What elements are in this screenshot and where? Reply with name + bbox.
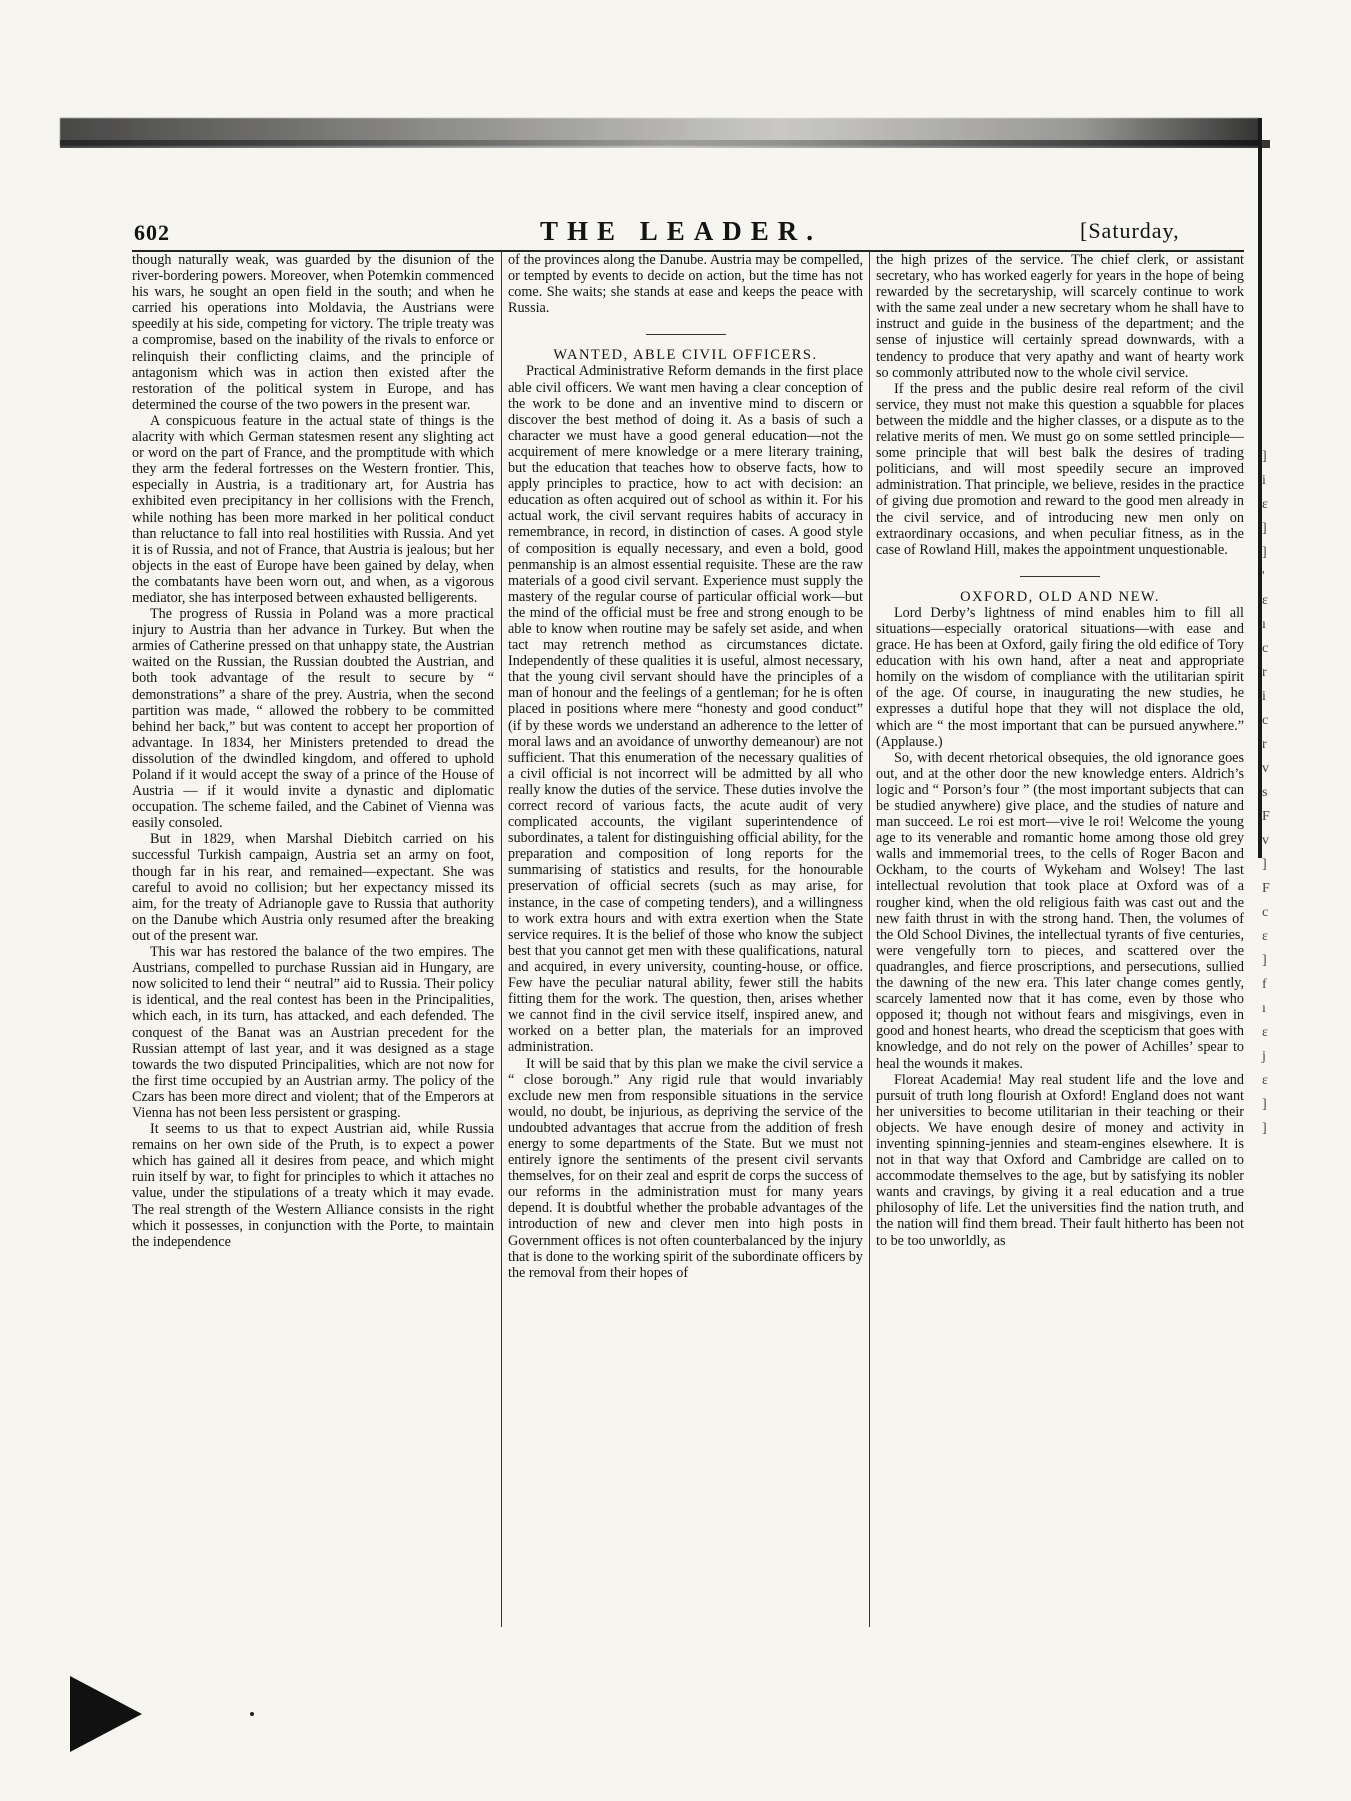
section-separator	[1020, 576, 1100, 577]
margin-fragment: ε	[1262, 1073, 1268, 1088]
page-number: 602	[134, 220, 170, 245]
margin-fragment: s	[1262, 785, 1268, 800]
article-heading: WANTED, ABLE CIVIL OFFICERS.	[553, 347, 818, 364]
section-separator	[646, 334, 726, 335]
margin-fragment: ]	[1262, 521, 1267, 536]
margin-fragment: ε	[1262, 929, 1268, 944]
paragraph: But in 1829, when Marshal Diebitch carried on his successful Turkish campaign, Austria set an army on foot, though far in his rear, and remained—expectant. She was careful to avoid no collision; but her expectancy missed its aim, for the treaty of Adrianople gave to Russia that authority on the Danube which Austria only resumed after the breaking out of the present war.	[132, 831, 494, 944]
scan-dot	[250, 1712, 254, 1716]
margin-fragment: ]	[1262, 953, 1267, 968]
column-2	[508, 252, 863, 1627]
margin-fragment: ε	[1262, 497, 1268, 512]
margin-fragment: F	[1262, 809, 1270, 824]
margin-fragment: c	[1262, 641, 1269, 656]
margin-fragment: i	[1262, 689, 1266, 704]
paragraph: of the provinces along the Danube. Austria may be compelled, or tempted by events to decide on action, but the time has not come. She waits; she stands at ease and keeps the peace with Russia.	[508, 252, 863, 317]
paragraph: It seems to us that to expect Austrian aid, while Russia remains on her own side of the Pruth, is to expect a power which has gained all it desires from peace, and which might ruin itself by war, to fight for principles to which it attaches no value, under the stipulations of a treaty which it may evade. The real strength of the Western Alliance consists in the right which it possesses, in conjunction with the Porte, to maintain the independence	[132, 1121, 494, 1250]
paragraph: Lord Derby’s lightness of mind enables him to fill all situations—especially oratorical situations—with ease and grace. He has been at Oxford, gaily firing the old edifice of Tory education with his own hand, after a neat and appropriate homily on the wisdom of compliance with the utilitarian spirit of the age. Of course, in inaugurating the new studies, he expresses a dutiful hope that they will not displace the old, which are “ the most important that can be pursued anywhere.” (Applause.)	[876, 604, 1244, 750]
margin-fragment: ]	[1262, 449, 1267, 464]
column-rule	[869, 252, 870, 1627]
margin-fragment: c	[1262, 713, 1269, 728]
margin-fragment: ı	[1262, 1001, 1266, 1016]
paragraph: It will be said that by this plan we make the civil service a “ close borough.” Any rigid rule that would invariably exclude new men from responsible situations in the service would, no doubt, be injurious, as depriving the service of the undoubted advantages that accrue from the addition of fresh energy to some departments of the State. But we must not entirely ignore the sentiments of the present civil servants themselves, for on their zeal and esprit de corps the success of our reforms in the administration must for many years depend. It is doubtful whether the probable advantages of the introduction of new and clever men into high posts in Government offices is not often counterbalanced by the injury that is done to the working spirit of the subordinate officers by the removal from their hopes of	[508, 1055, 863, 1281]
scan-smudge-lower	[60, 140, 1270, 148]
paragraph: So, with decent rhetorical obsequies, the old ignorance goes out, and at the other door the new knowledge enters. Aldrich’s logic and “ Porson’s four ” (the most important subjects that can be studied anywhere) give place, and the studies of nature and man succeed. Le roi est mort—vive le roi! Welcome the young age to its venerable and romantic home among those old grey walls and immemorial trees, to the cells of Roger Bacon and Ockham, to the courts of Wykeham and Wolsey! The last intellectual revolution that took place at Oxford was of a rougher kind, when the old religious faith was cast out and the new faith thrust in with the strong hand. Then, the volumes of the Old School Divines, the intellectual tyrants of five centuries, were vengefully torn to pieces, and scattered over the quadrangles, and fierce proscriptions, and persecutions, sullied the dawning of the new era. This later change comes gently, scarcely lamented now that it has come, even by those who opposed it; though not without fears and misgivings, even in good and honest hearts, who dread the scepticism that goes with knowledge, and do not rely on the power of Achilles’ spear to heal the wounds it makes.	[876, 749, 1244, 1072]
margin-fragment: v	[1262, 833, 1269, 848]
margin-fragment: ]	[1262, 857, 1267, 872]
masthead: THE LEADER.	[540, 216, 823, 246]
margin-fragment: ε	[1262, 593, 1268, 608]
paragraph: A conspicuous feature in the actual state of things is the alacrity with which German statesmen resent any slighting act or word on the part of France, and the promptitude with which they arm the federal fortresses on the Western frontier. This, especially in Austria, is a traditionary art, for Austria has exhibited even precipitancy in her collisions with the French, while nothing has been more marked in her political conduct than reluctance to fall into real hostilities with Russia. And yet it is of Russia, and not of France, that Austria is jealous; but her objects in the east of Europe have been gained by delay, when the combatants have been worn out, and when, as a vigorous mediator, she has interposed between exhausted belligerents.	[132, 412, 494, 606]
paragraph: This war has restored the balance of the two empires. The Austrians, compelled to purchase Russian aid in Hungary, are now solicited to lend their “ neutral” aid to Russia. Their policy is identical, and the real contest has been in the Principalities, which each, in its turn, has attacked, and each defended. The conquest of the Banat was an Austrian precedent for the Russian attempt of last year, and it was designed as a stage towards the two disputed Principalities, which are not now for the first time occupied by an Austrian army. The policy of the Czars has been more direct and violent; that of the Emperors at Vienna has not been less persistent or grasping.	[132, 944, 494, 1121]
paragraph: though naturally weak, was guarded by the disunion of the river-bordering powers. Moreover, when Potemkin commenced his wars, he sought an open field in the south; and when he carried his operations into Moldavia, the Austrians were speedily at his side, competing for victory. The triple treaty was a compromise, based on the inability of the rivals to enforce or relinquish their conflicting claims, and the principle of antagonism which was in action then existed after the restoration of the political system in Europe, and has determined the course of the two powers in the present war.	[132, 252, 494, 413]
paragraph: The progress of Russia in Poland was a more practical injury to Austria than her advance in Turkey. But when the armies of Catherine pressed on that unhappy state, the Austrian waited on the Russian, the Russian doubted the Austrian, and both took advantage of the result to secure by “ demonstrations” a share of the prey. Austria, when the second partition was made, “ allowed the robbery to be committed behind her back,” but was content to accept her proportion of advantage. In 1834, her Ministers pretended to dread the dissolution of the dwindled kingdom, and offered to uphold Poland if it would accept the sway of a prince of the House of Austria — if it would invite a dynastic and diplomatic occupation. The scheme failed, and the Cabinet of Vienna was easily consoled.	[132, 606, 494, 832]
margin-fragment: i	[1262, 473, 1266, 488]
margin-fragment: ]	[1262, 545, 1267, 560]
margin-fragment: v	[1262, 761, 1269, 776]
margin-fragment: F	[1262, 881, 1270, 896]
margin-fragment: ε	[1262, 1025, 1268, 1040]
margin-fragments	[1262, 445, 1302, 1145]
margin-fragment: j	[1262, 1049, 1266, 1064]
column-rule	[501, 252, 502, 1627]
column-3	[876, 252, 1244, 1627]
column-1	[132, 252, 494, 1627]
margin-fragment: r	[1262, 737, 1267, 752]
margin-fragment: ı	[1262, 617, 1266, 632]
margin-fragment: ]	[1262, 1097, 1267, 1112]
dateline: [Saturday,	[1080, 218, 1180, 243]
margin-fragment: ]	[1262, 1121, 1267, 1136]
margin-fragment: '	[1262, 569, 1265, 584]
paragraph: the high prizes of the service. The chief clerk, or assistant secretary, who has worked eagerly for years in the hope of being rewarded by the secretaryship, will scarcely continue to work with the same zeal under a new secretary whom he shall have to instruct and guide in the business of the department; and the sense of injustice will certainly spread downwards, with a tendency to produce that very apathy and want of hearty work so commonly attributed now to the whole civil service.	[876, 252, 1244, 381]
paragraph: Floreat Academia! May real student life and the love and pursuit of truth long flourish at Oxford! England does not want her universities to become utilitarian in their teaching or their objects. We have enough desire of money and activity in inventing spinning-jennies and steam-engines elsewhere. It is not in that way that Oxford and Cambridge are called on to accommodate themselves to the age, but by satisfying its nobler wants and cravings, by giving it a real education and a true philosophy of life. Let the universities find the nation truth, and the nation will find them bread. Their fault hitherto has been not to be too unworldly, as	[876, 1071, 1244, 1249]
margin-fragment: f	[1262, 977, 1267, 992]
margin-fragment: r	[1262, 665, 1267, 680]
margin-fragment: c	[1262, 905, 1269, 920]
paragraph: If the press and the public desire real reform of the civil service, they must not make this question a squabble for places between the middle and the higher classes, or a dispute as to the relative merits of men. We must go on some settled principle—some principle that will best balk the desires of trading politicians, and will most speedily secure an improved administration. That principle, we believe, resides in the practice of giving due promotion and reward to the good men already in the civil service, and of introducing new men only on extraordinary occasions, and when peculiar fitness, as in the case of Rowland Hill, makes the appointment unquestionable.	[876, 380, 1244, 558]
scan-arrow-icon	[70, 1676, 142, 1752]
paragraph: Practical Administrative Reform demands in the first place able civil officers. We want men having a clear conception of the work to be done and an inventive mind to discern or discover the best method of doing it. As a basis of such a character we must have a good general education—not the acquirement of mere knowledge or a mere literary training, but the education that teaches how to observe facts, how to apply principles to practice, how to act with decision: an education as often acquired out of school as within it. For his actual work, the civil servant requires habits of accuracy in remembrance, in record, in distinction of cases. A good style of composition is equally necessary, and even a bold, good penmanship is an almost essential requisite. These are the raw materials of a good civil servant. Experience must supply the mastery of the regular course of particular official work—but the mind of the official must be free and strong enough to be able to know when routine may be safely set aside, and when tact may retrench method as circumstances dictate. Independently of these qualities it is useful, almost necessary, that the young civil servant should have the principles of a man of honour and the feelings of a gentleman; for he is often placed in positions where mere “honesty and good conduct” (if by these words we understand an adherence to the letter of moral laws and an avoidance of unworthy demeanour) are not sufficient. That this enumeration of the necessary qualities of a civil official is not incorrect will be admitted by all who really know the duties of the service. These duties involve the correct record of various facts, the acute audit of very complicated accounts, the vigilant superintendence of subordinates, a talent for distinguishing official ability, for the preparation and composition of long reports for the summarising of statistics and results, for the honourable preservation of official secrets (such as may arise, for instance, in the case of competing tenders), and a willingness to work extra hours and with extra exertion when the State service requires. It is the belief of those who know the subject best that you cannot get men with these qualifications, natural and acquired, in every university, counting-house, or office. Few have the peculiar natural ability, fewer still the habits fitting them for the work. The question, then, arises whether we cannot find in the civil service itself, inspired anew, and worked on a better plan, the materials for an improved administration.	[508, 363, 863, 1056]
article-heading: OXFORD, OLD AND NEW.	[960, 588, 1160, 605]
